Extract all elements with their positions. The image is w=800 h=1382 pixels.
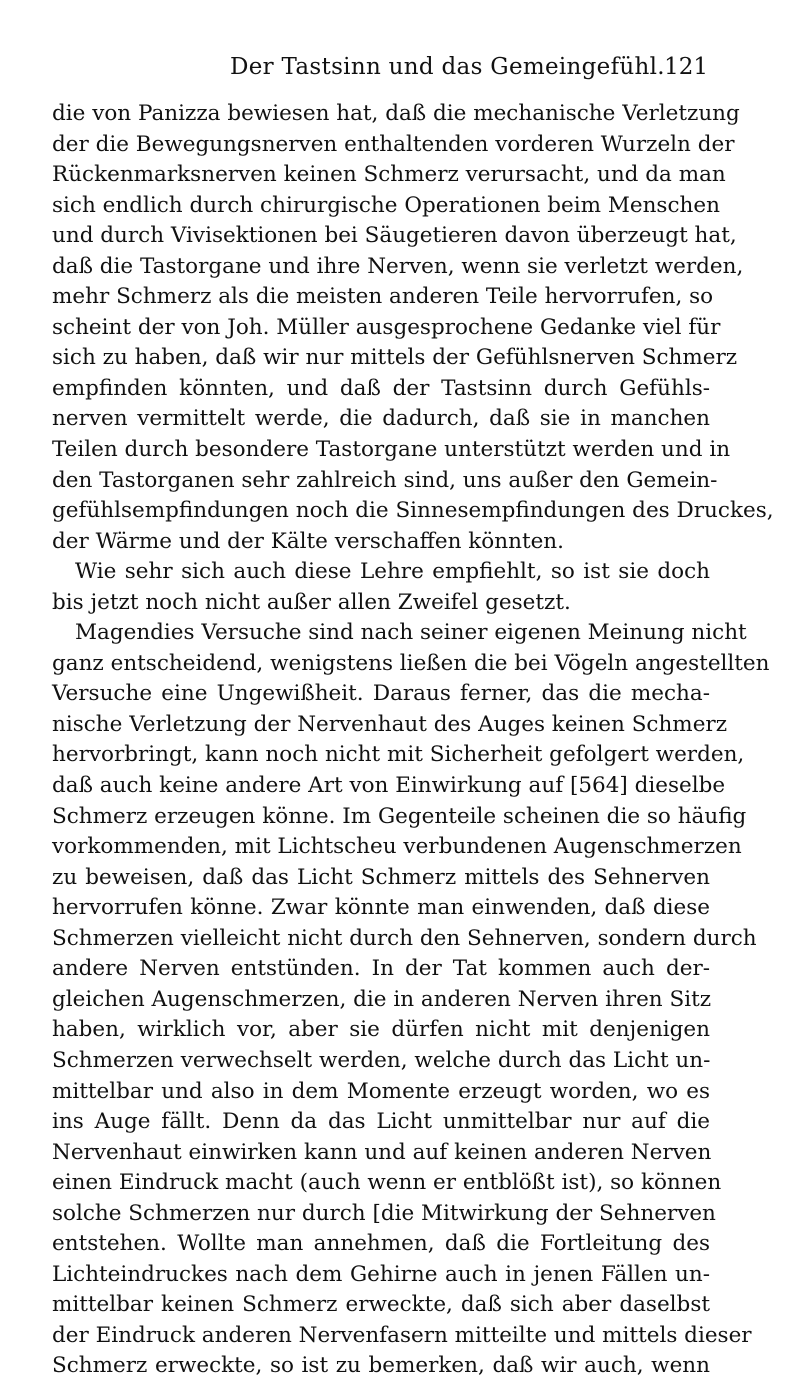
text-line: einen Eindruck macht (auch wenn er entblößt ist), so können bbox=[52, 1170, 722, 1196]
text-line: Schmerz erweckte, so ist zu bemerken, daß wir auch, wenn bbox=[52, 1353, 710, 1379]
text-line: der die Bewegungsnerven enthaltenden vorderen Wurzeln der bbox=[52, 131, 735, 157]
text-line: andere Nerven entstünden. In der Tat kommen auch der- bbox=[52, 956, 710, 982]
page-number: 121 bbox=[664, 54, 708, 80]
text-line: hervorrufen könne. Zwar könnte man einwenden, daß diese bbox=[52, 895, 710, 921]
text-line: nische Verletzung der Nervenhaut des Auges keinen Schmerz bbox=[52, 711, 728, 737]
text-line: die von Panizza bewiesen hat, daß die mechanische Verletzung bbox=[52, 101, 740, 126]
text-line: Wie sehr sich auch diese Lehre empfiehlt, so ist sie doch bbox=[75, 559, 710, 585]
text-line: mehr Schmerz als die meisten anderen Teile hervorrufen, so bbox=[52, 284, 714, 310]
text-line: zu beweisen, daß das Licht Schmerz mittels des Sehnerven bbox=[52, 864, 710, 890]
text-line: hervorbringt, kann noch nicht mit Sicherheit gefolgert werden, bbox=[52, 742, 745, 768]
running-header bbox=[230, 54, 708, 88]
text-line: mittelbar und also in dem Momente erzeugt worden, wo es bbox=[52, 1078, 710, 1104]
text-line: und durch Vivisektionen bei Säugetieren davon überzeugt hat, bbox=[52, 223, 737, 249]
text-line: den Tastorganen sehr zahlreich sind, uns außer den Gemein- bbox=[52, 467, 718, 493]
text-line: Nervenhaut einwirken kann und auf keinen anderen Nerven bbox=[52, 1139, 712, 1165]
text-line: Versuche eine Ungewißheit. Daraus ferner, das die mecha- bbox=[52, 681, 710, 707]
text-line: mittelbar keinen Schmerz erweckte, daß sich aber daselbst bbox=[52, 1292, 710, 1318]
text-line: Lichteindruckes nach dem Gehirne auch in jenen Fällen un- bbox=[52, 1261, 710, 1287]
text-line: daß auch keine andere Art von Einwirkung auf [564] dieselbe bbox=[52, 773, 726, 799]
text-line: haben, wirklich vor, aber sie dürfen nicht mit denjenigen bbox=[52, 1017, 710, 1043]
text-line: daß die Tastorgane und ihre Nerven, wenn sie verletzt werden, bbox=[52, 253, 744, 279]
text-line: scheint der von Joh. Müller ausgesprochene Gedanke viel für bbox=[52, 314, 721, 340]
running-title: Der Tastsinn und das Gemeingefühl. bbox=[230, 54, 665, 80]
text-line: ganz entscheidend, wenigstens ließen die bei Vögeln angestellten bbox=[52, 650, 770, 676]
text-line: sich zu haben, daß wir nur mittels der Gefühlsnerven Schmerz bbox=[52, 345, 738, 371]
text-line: empfinden könnten, und daß der Tastsinn durch Gefühls- bbox=[52, 375, 710, 401]
text-line: sich endlich durch chirurgische Operationen beim Menschen bbox=[52, 192, 720, 218]
text-line: Schmerz erzeugen könne. Im Gegenteile scheinen die so häufig bbox=[52, 803, 747, 829]
text-line: vorkommenden, mit Lichtscheu verbundenen Augenschmerzen bbox=[52, 834, 742, 860]
text-line: Schmerzen verwechselt werden, welche durch das Licht un- bbox=[52, 1047, 711, 1073]
text-line: bis jetzt noch nicht außer allen Zweifel gesetzt. bbox=[52, 589, 571, 615]
text-line: gefühlsempfindungen noch die Sinnesempfindungen des Druckes, bbox=[52, 498, 774, 524]
text-line: solche Schmerzen nur durch [die Mitwirkung der Sehnerven bbox=[52, 1200, 716, 1226]
text-line: nerven vermittelt werde, die dadurch, daß sie in manchen bbox=[52, 406, 710, 432]
text-line: der Wärme und der Kälte verschaffen könnten. bbox=[52, 528, 564, 554]
text-line: Magendies Versuche sind nach seiner eigenen Meinung nicht bbox=[75, 620, 747, 646]
text-line: Teilen durch besondere Tastorgane unterstützt werden und in bbox=[52, 437, 731, 463]
text-line: Schmerzen vielleicht nicht durch den Sehnerven, sondern durch bbox=[52, 925, 757, 951]
body-text bbox=[52, 99, 774, 1382]
text-line: Rückenmarksnerven keinen Schmerz verursacht, und da man bbox=[52, 162, 726, 188]
text-line: ins Auge fällt. Denn da das Licht unmittelbar nur auf die bbox=[52, 1109, 710, 1135]
text-line: gleichen Augenschmerzen, die in anderen Nerven ihren Sitz bbox=[52, 986, 712, 1012]
text-line: der Eindruck anderen Nervenfasern mitteilte und mittels dieser bbox=[52, 1322, 752, 1348]
text-line: entstehen. Wollte man annehmen, daß die Fortleitung des bbox=[52, 1231, 710, 1257]
